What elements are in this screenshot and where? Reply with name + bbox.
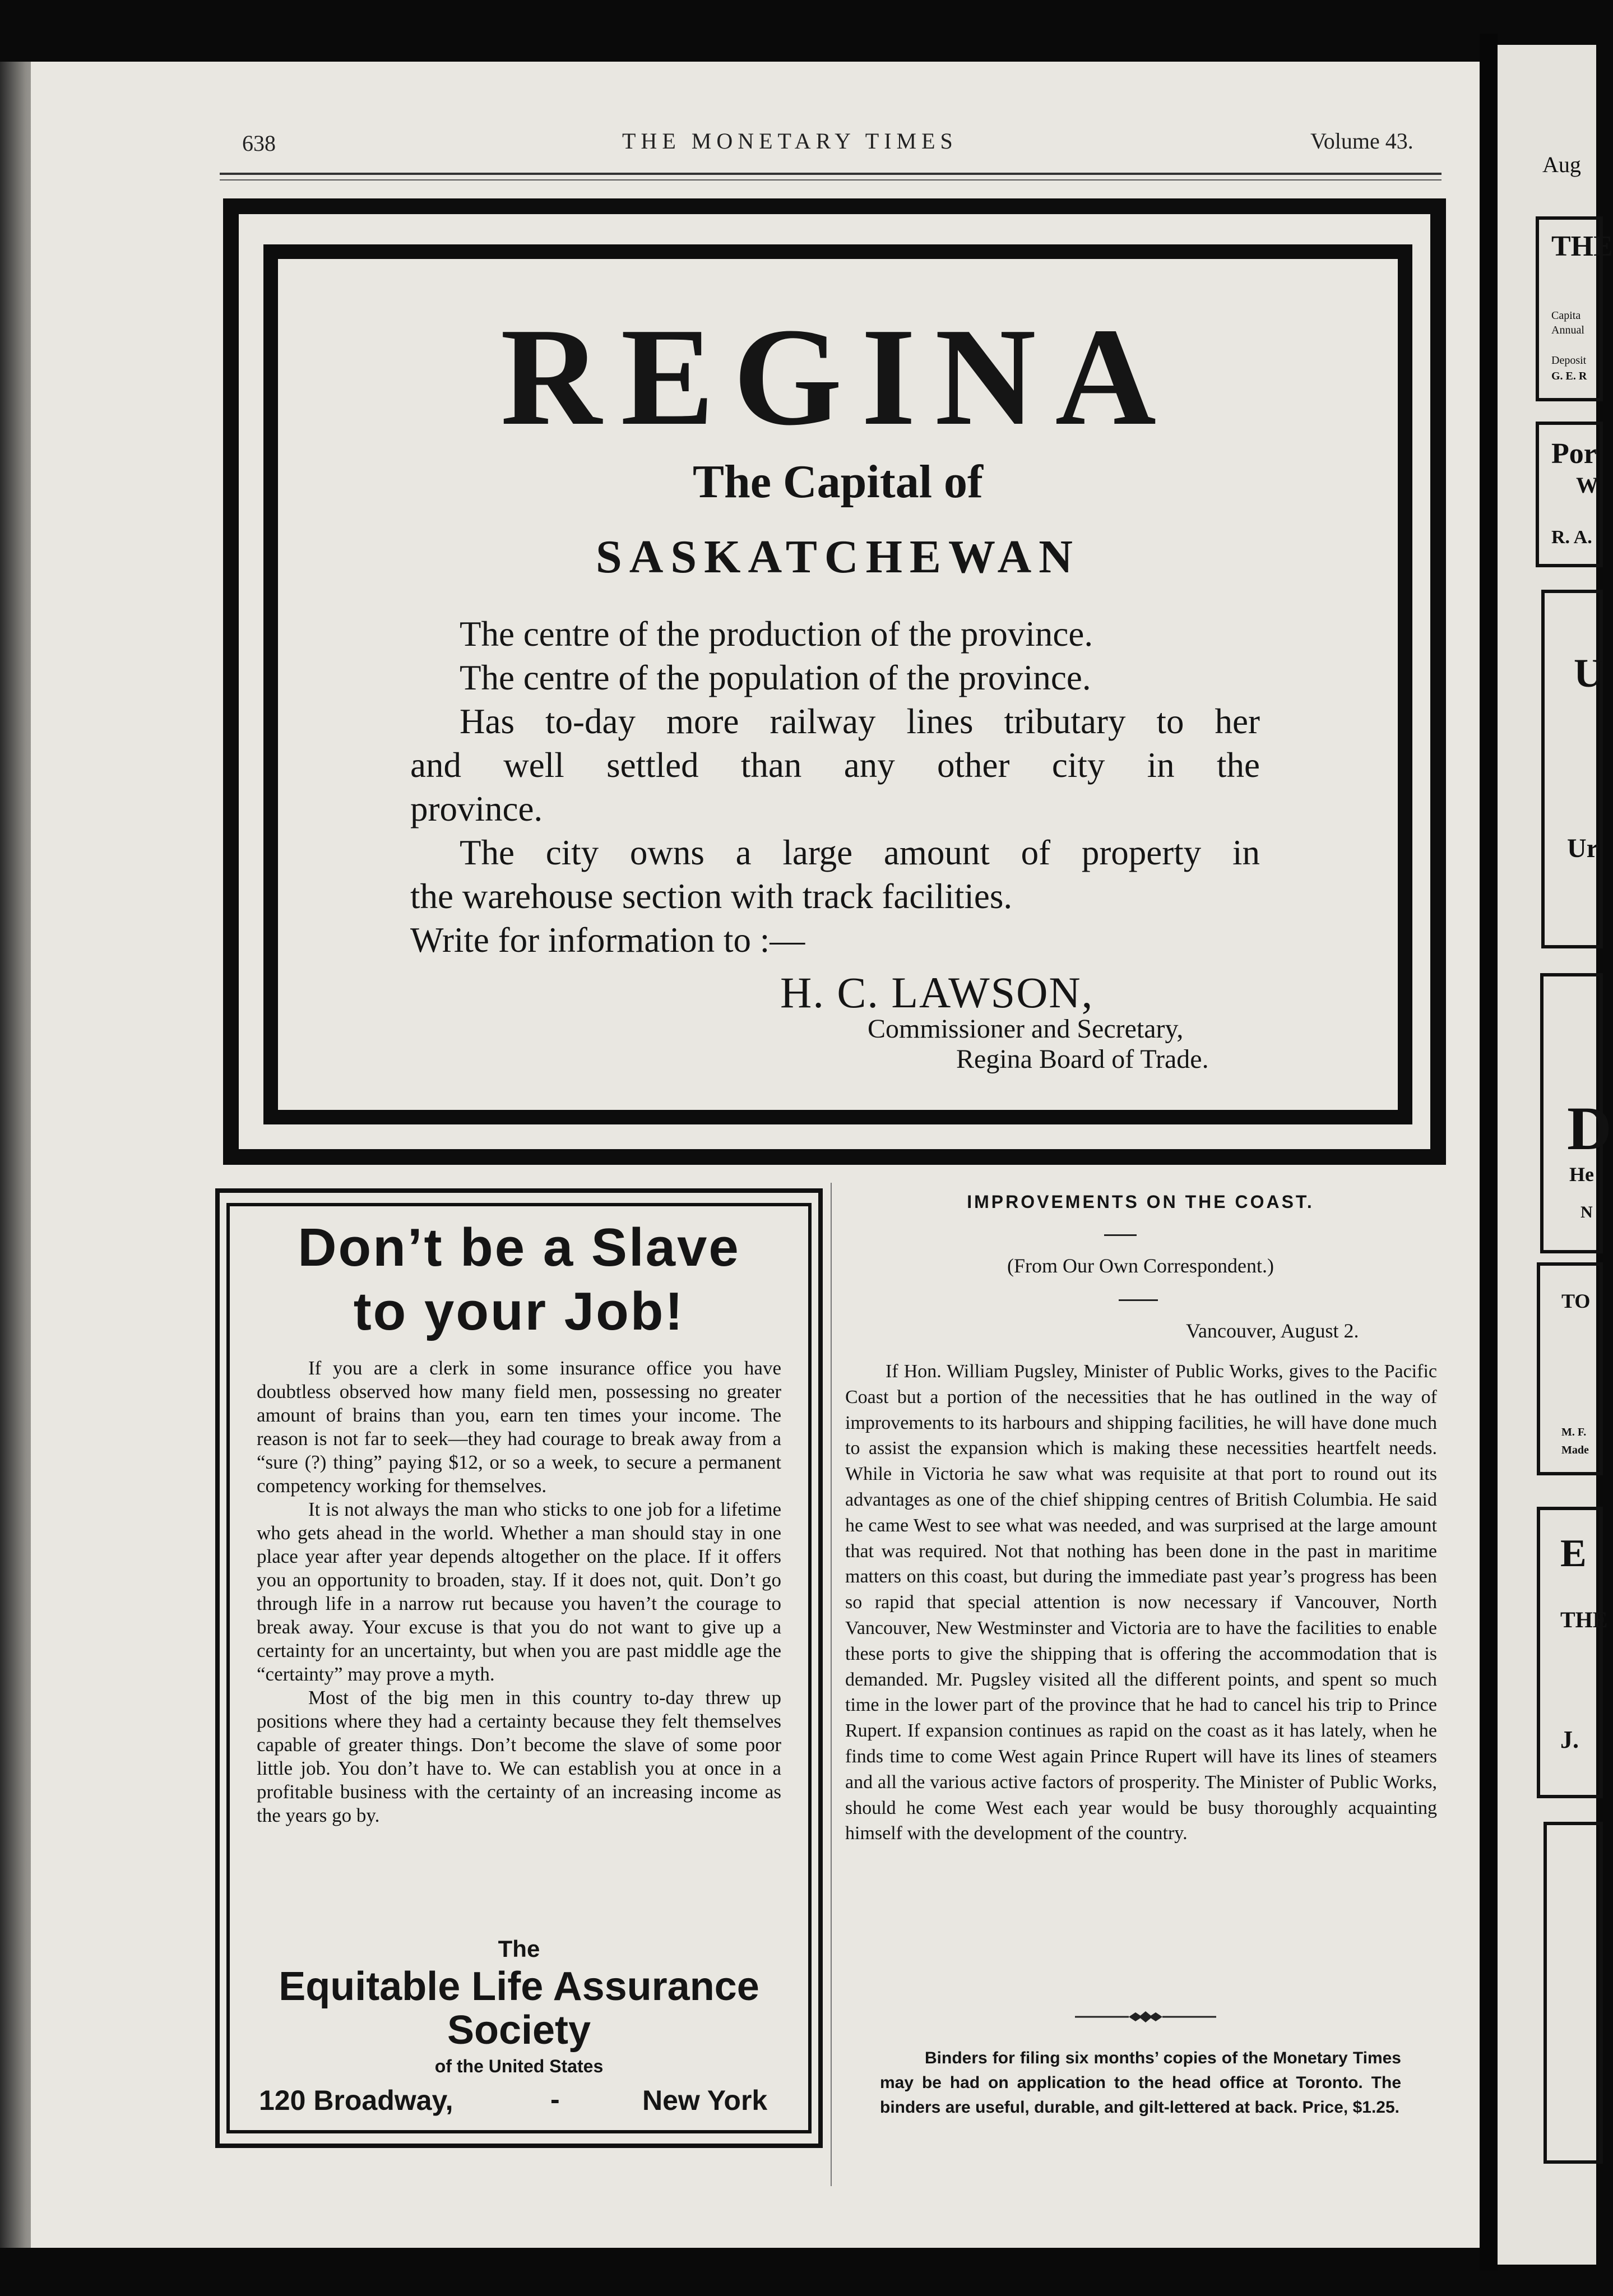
equitable-ad-company-article: The: [498, 1936, 540, 1962]
equitable-ad-paragraph: Most of the big men in this country to-day threw up positions where they had a certainty because they felt themselves capable of greater things. Don’t become the slave of some poor little job. You don’t have to. We can establish you at once in a profitable business with the certainty of an increasing income as the years go by.: [257, 1687, 781, 1826]
right-page-fragment: D: [1567, 1094, 1612, 1163]
page-number: 638: [242, 131, 276, 156]
regina-ad-title: REGINA: [500, 299, 1176, 455]
right-page-fragment: THE: [1551, 230, 1613, 262]
column-rule: [831, 1183, 832, 2186]
article-dash: [1104, 1234, 1137, 1236]
article-dash: [1119, 1299, 1158, 1301]
regina-ad-contact-title: Commissioner and Secretary,: [868, 1014, 1184, 1044]
right-page-fragment: Annual: [1551, 324, 1584, 336]
regina-ad-line: The centre of the population of the province.: [460, 658, 1091, 697]
publication-title: THE MONETARY TIMES: [622, 128, 958, 154]
regina-ad-line: The centre of the production of the province.: [460, 614, 1093, 654]
equitable-ad-company-country: of the United States: [434, 2056, 604, 2076]
article-byline: (From Our Own Correspondent.): [1007, 1255, 1274, 1277]
equitable-ad-city: New York: [642, 2085, 768, 2116]
regina-ad-province: SASKATCHEWAN: [596, 531, 1080, 583]
right-page-fragment: He: [1569, 1163, 1594, 1186]
binders-note: [880, 2046, 1401, 2120]
right-page-fragment: Capita: [1551, 309, 1581, 322]
equitable-ad-headline: to your Job!: [353, 1281, 685, 1341]
right-page-fragment: Por: [1551, 438, 1597, 470]
right-page-fragment: N: [1580, 1203, 1593, 1221]
right-page-fragment: W: [1576, 473, 1598, 498]
right-page-fragment: Ur: [1567, 834, 1598, 863]
right-page-fragment: THE: [1560, 1607, 1608, 1632]
right-page-header: Aug: [1542, 152, 1581, 177]
header-rule: [220, 173, 1441, 175]
ornament-divider-icon: [1073, 2007, 1218, 2027]
right-page-fragment: E: [1560, 1532, 1587, 1575]
equitable-ad-separator: -: [550, 2084, 560, 2115]
regina-ad-contact-name: H. C. LAWSON,: [780, 968, 1094, 1017]
header-rule: [220, 179, 1441, 180]
equitable-ad-company-name: Society: [447, 2008, 591, 2053]
right-page-fragment: J.: [1560, 1726, 1579, 1753]
regina-ad-line: Has to-day more railway lines tributary to her: [460, 702, 1260, 741]
binders-note-text: Binders for filing six months’ copies of the Monetary Times may be had on application to the head office at Toronto. The binders are useful, durable, and gilt-lettered at back. Price, $1.25.: [880, 2049, 1401, 2117]
regina-ad-line: the warehouse section with track facilities.: [410, 877, 1013, 916]
regina-ad-line: Write for information to :—: [410, 920, 805, 960]
regina-ad-line: and well settled than any other city in the: [410, 746, 1260, 785]
equitable-ad-paragraph: If you are a clerk in some insurance office you have doubtless observed how many field men, possessing no greater amount of brains than you, earn ten times your income. The reason is not far to seek—they had courage to break away from a “sure (?) thing” paying $12, or so a week, to secure a permanent competency working for themselves.: [257, 1357, 781, 1497]
regina-ad-contact-org: Regina Board of Trade.: [956, 1044, 1209, 1074]
regina-ad-line: The city owns a large amount of property in: [460, 833, 1260, 872]
right-page-fragment: TO: [1561, 1290, 1591, 1312]
equitable-ad-headline: Don’t be a Slave: [298, 1218, 740, 1277]
article-paragraph: If Hon. William Pugsley, Minister of Public Works, gives to the Pacific Coast but a portion of the necessities that he has outlined in the way of improvements to its harbours and shipping facilities, he will have done much to assist the expansion which is making these necessities heartfelt needs. While in Victoria he saw what was requisite at that port to round out its advantages as one of the chief shipping centres of British Columbia. He said he came West to see what was needed, and was surprised at the large amount that was required. Not that nothing has been done in the past in maritime matters on this coast, but during the immediate past year’s progress has been so rapid that special attention is now necessary if Vancouver, North Vancouver, New Westminster and Victoria are to have the facilities to enable these ports to give the shipping that is offering the accommodation that is demanded. Mr. Pugsley visited all the different points, and spent so much time in the lower part of the province that he had to cancel his trip to Prince Rupert. If expansion continues as rapid on the coast as it has lately, when he finds time to come West again Prince Rupert will have its lines of steamers and all the various active factors of prosperity. The Minister of Public Works, should he come West each year would be busy thoroughly acquainting himself with the development of the country.: [845, 1361, 1437, 1844]
right-page-fragment: M. F.: [1561, 1426, 1587, 1438]
article-dateline: Vancouver, August 2.: [1186, 1320, 1359, 1342]
equitable-ad-paragraph: It is not always the man who sticks to one job for a lifetime who gets ahead in the world. Whether a man should stay in one place year after year depends altogether on the place. If it offers you an opportunity to broaden, stay. If it does not, quit. Don’t go through life in a narrow rut because you haven’t the courage to break away. Your excuse is that you do not want to give up a certainty for an uncertainty, but when you are past middle age the “certainty” may prove a myth.: [257, 1498, 781, 1685]
equitable-ad-address: 120 Broadway,: [259, 2085, 453, 2116]
right-page-box: [1541, 590, 1603, 948]
volume-label: Volume 43.: [1310, 128, 1413, 154]
right-page-fragment: U: [1574, 651, 1603, 696]
article-heading: IMPROVEMENTS ON THE COAST.: [967, 1192, 1314, 1212]
right-page-box: [1544, 1822, 1603, 2164]
equitable-ad-company-name: Equitable Life Assurance: [279, 1964, 759, 2009]
right-page-fragment: Deposit: [1551, 354, 1587, 367]
article-body: [845, 1359, 1437, 1846]
right-page-fragment: R. A.: [1551, 527, 1592, 548]
regina-ad-line: province.: [410, 789, 543, 828]
page-gutter: [1480, 34, 1498, 2270]
right-page-fragment: Made: [1561, 1444, 1589, 1456]
right-page-fragment: G. E. R: [1551, 370, 1587, 382]
equitable-ad-body: [257, 1357, 781, 1827]
regina-ad-subtitle: The Capital of: [692, 456, 984, 508]
